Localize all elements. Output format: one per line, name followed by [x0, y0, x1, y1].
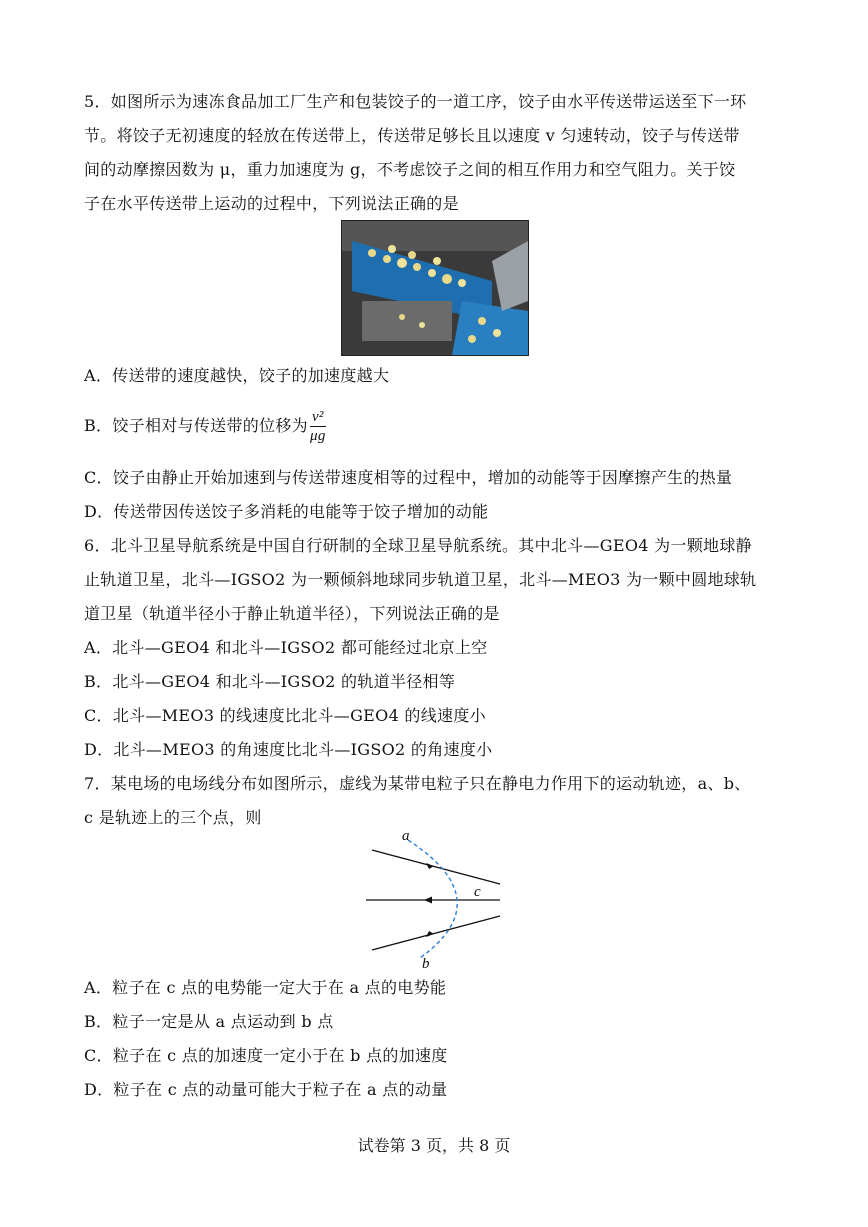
q7-option-c: C．粒子在 c 点的加速度一定小于在 b 点的加速度 [84, 1046, 448, 1065]
q7-option-d: D．粒子在 c 点的动量可能大于粒子在 a 点的动量 [84, 1080, 448, 1099]
dumpling-conveyor-photo [341, 220, 529, 356]
q6-option-b: B．北斗—GEO4 和北斗—IGSO2 的轨道半径相等 [84, 672, 456, 691]
q6-option-d: D．北斗—MEO3 的角速度比北斗—IGSO2 的角速度小 [84, 740, 493, 759]
q5-option-b-text: B．饺子相对与传送带的位移为 [84, 416, 308, 435]
q5-line-3: 间的动摩擦因数为 μ，重力加速度为 g，不考虑饺子之间的相互作用力和空气阻力。关于饺 [84, 160, 736, 179]
q5-option-c: C．饺子由静止开始加速到与传送带速度相等的过程中，增加的动能等于因摩擦产生的热量 [84, 468, 733, 487]
electric-field-diagram [360, 828, 510, 970]
field-line-bottom [372, 916, 500, 950]
q7-option-b: B．粒子一定是从 a 点运动到 b 点 [84, 1012, 334, 1031]
page-footer: 试卷第 3 页，共 8 页 [357, 1136, 511, 1155]
q7-option-a: A．粒子在 c 点的电势能一定大于在 a 点的电势能 [84, 978, 447, 997]
q5-line-4: 子在水平传送带上运动的过程中，下列说法正确的是 [84, 194, 459, 213]
q5-option-d: D．传送带因传送饺子多消耗的电能等于饺子增加的动能 [84, 502, 489, 521]
particle-trajectory [408, 840, 457, 958]
q6-line-1: 6．北斗卫星导航系统是中国自行研制的全球卫星导航系统。其中北斗—GEO4 为一颗地球静 [84, 536, 752, 555]
q7-line-1: 7．某电场的电场线分布如图所示，虚线为某带电粒子只在静电力作用下的运动轨迹，a、b、 [84, 774, 751, 793]
label-c: c [474, 884, 481, 900]
q5-option-a: A．传送带的速度越快，饺子的加速度越大 [84, 366, 390, 385]
field-line-top [372, 850, 500, 884]
q6-line-3: 道卫星（轨道半径小于静止轨道半径），下列说法正确的是 [84, 604, 500, 623]
q5-option-b-fraction [310, 408, 326, 445]
q6-option-c: C．北斗—MEO3 的线速度比北斗—GEO4 的线速度小 [84, 706, 486, 725]
q5-line-1: 5．如图所示为速冻食品加工厂生产和包装饺子的一道工序，饺子由水平传送带运送至下一环 [84, 92, 747, 111]
q6-line-2: 止轨道卫星，北斗—IGSO2 为一颗倾斜地球同步轨道卫星，北斗—MEO3 为一颗中圆地球轨 [84, 570, 757, 589]
q5-line-2: 节。将饺子无初速度的轻放在传送带上，传送带足够长且以速度 v 匀速转动，饺子与传送带 [84, 126, 740, 145]
label-a: a [402, 828, 410, 844]
label-b: b [422, 956, 430, 970]
fraction-numerator: v² [311, 409, 324, 425]
q5-option-b [84, 408, 326, 445]
fraction-denominator: μg [310, 428, 326, 444]
q7-line-2: c 是轨迹上的三个点，则 [84, 808, 262, 827]
q6-option-a: A．北斗—GEO4 和北斗—IGSO2 都可能经过北京上空 [84, 638, 488, 657]
